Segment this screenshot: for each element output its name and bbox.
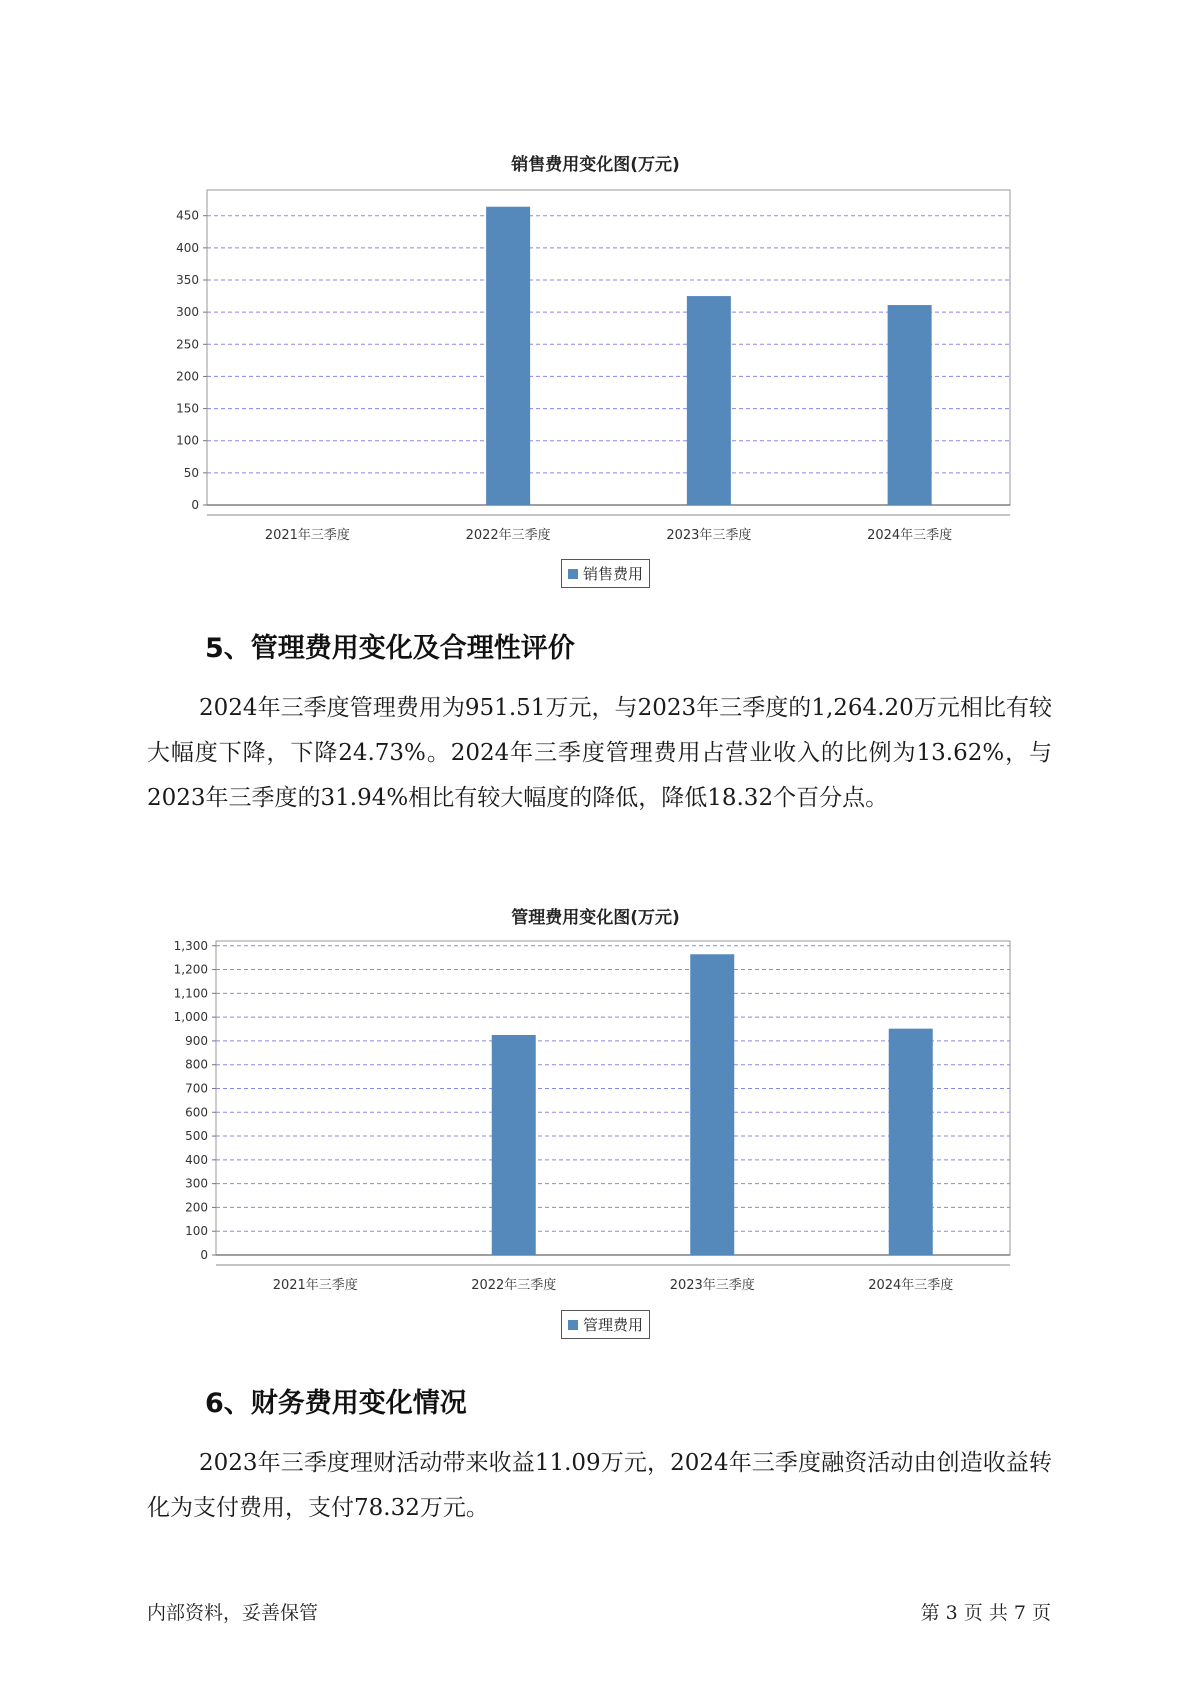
admin-chart-title: 管理费用变化图(万元) <box>511 908 680 928</box>
y-tick-label: 0 <box>191 498 199 512</box>
y-tick-label: 150 <box>176 401 199 416</box>
paragraph-finance: 2023年三季度理财活动带来收益11.09万元，2024年三季度融资活动由创造收益转化为支付费用，支付78.32万元。 <box>147 1450 1052 1521</box>
x-tick-label: 2024年三季度 <box>868 1278 954 1293</box>
section-heading-finance: 6、财务费用变化情况 <box>205 1388 467 1419</box>
sales-chart-title: 销售费用变化图(万元) <box>511 155 680 175</box>
y-tick-label: 400 <box>176 240 199 255</box>
y-tick-label: 400 <box>185 1152 208 1167</box>
section-heading-admin: 5、管理费用变化及合理性评价 <box>205 633 575 664</box>
footer-page-number: 第 3 页 共 7 页 <box>920 1602 1051 1624</box>
paragraph-admin: 2024年三季度管理费用为951.51万元，与2023年三季度的1,264.20万元相比有较大幅度下降，下降24.73%。2024年三季度管理费用占营业收入的比例为13.62%，与2023年三季度的31.94%相比有较大幅度的降低，降低18.32个百分点。 <box>147 695 1052 811</box>
y-tick-label: 500 <box>185 1129 208 1144</box>
y-tick-label: 0 <box>200 1248 208 1262</box>
y-tick-label: 600 <box>185 1105 208 1120</box>
legend-swatch <box>568 569 578 579</box>
sales-chart <box>0 185 1191 565</box>
y-tick-label: 700 <box>185 1081 208 1096</box>
y-tick-label: 300 <box>185 1176 208 1191</box>
x-tick-label: 2023年三季度 <box>669 1278 755 1293</box>
x-tick-label: 2021年三季度 <box>272 1278 358 1293</box>
bar <box>687 296 731 505</box>
y-tick-label: 100 <box>176 433 199 448</box>
bar <box>690 954 734 1255</box>
y-tick-label: 300 <box>176 305 199 320</box>
legend-swatch <box>568 1320 578 1330</box>
y-tick-label: 200 <box>185 1200 208 1215</box>
y-tick-label: 250 <box>176 337 199 352</box>
y-tick-label: 1,200 <box>173 962 208 977</box>
x-tick-label: 2024年三季度 <box>867 528 953 543</box>
admin-chart <box>0 935 1191 1315</box>
x-tick-label: 2021年三季度 <box>264 528 350 543</box>
x-tick-label: 2022年三季度 <box>471 1278 557 1293</box>
bar <box>492 1035 536 1255</box>
y-tick-label: 800 <box>185 1057 208 1072</box>
x-tick-label: 2022年三季度 <box>465 528 551 543</box>
y-tick-label: 900 <box>185 1033 208 1048</box>
bar <box>888 305 932 505</box>
bar <box>889 1029 933 1255</box>
y-tick-label: 450 <box>176 208 199 223</box>
y-tick-label: 100 <box>185 1224 208 1239</box>
sales-chart-legend <box>561 559 650 588</box>
y-tick-label: 50 <box>183 465 199 480</box>
y-tick-label: 1,000 <box>173 1010 208 1025</box>
y-tick-label: 1,300 <box>173 938 208 953</box>
x-tick-label: 2023年三季度 <box>666 528 752 543</box>
y-tick-label: 1,100 <box>173 986 208 1001</box>
legend-label: 管理费用 <box>583 1316 644 1334</box>
bar <box>486 207 530 505</box>
legend-label: 销售费用 <box>583 565 644 583</box>
admin-chart-legend <box>561 1310 650 1339</box>
footer-confidential-note: 内部资料，妥善保管 <box>147 1602 319 1624</box>
y-tick-label: 350 <box>176 273 199 287</box>
y-tick-label: 200 <box>176 369 199 384</box>
